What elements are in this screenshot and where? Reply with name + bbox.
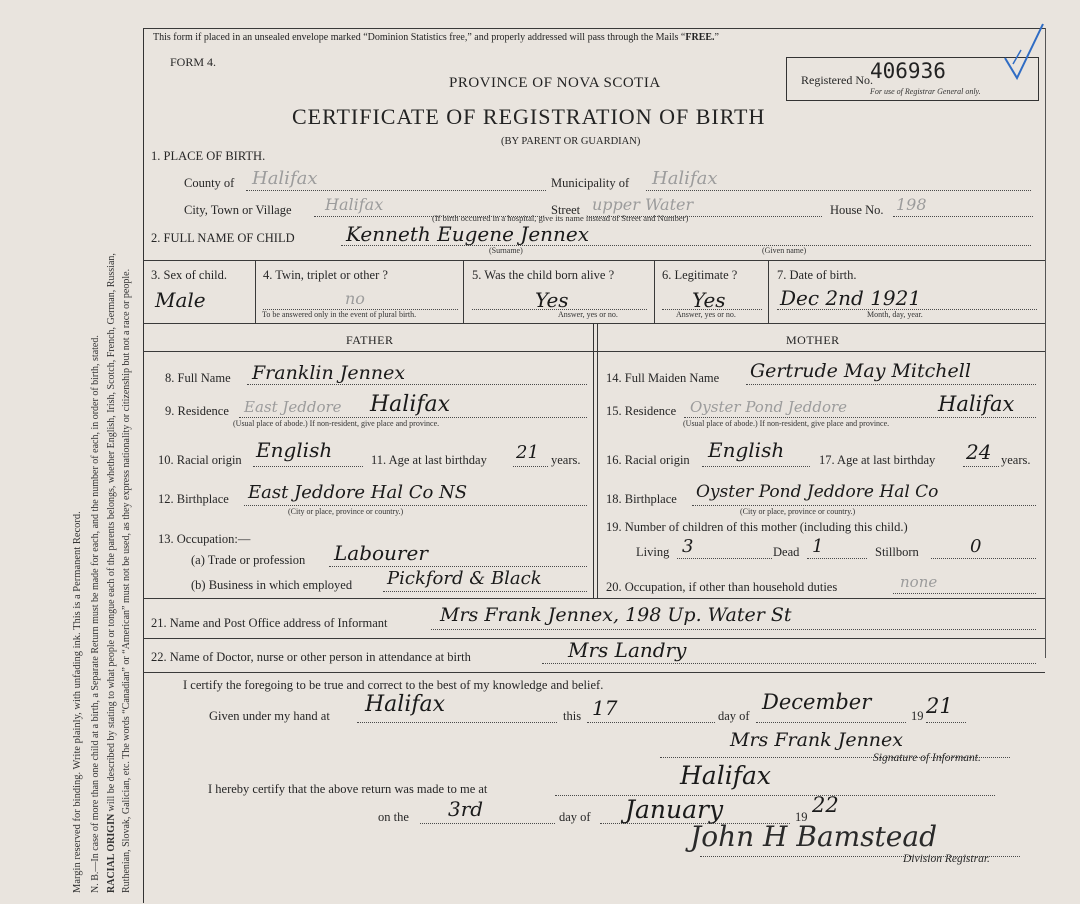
twin-value: no [345,289,365,308]
registrar-place-line [555,795,995,796]
informant-value: Mrs Frank Jennex, 198 Up. Water St [440,604,792,626]
business-label: (b) Business in which employed [191,578,353,592]
registrar-place-value: Halifax [680,761,771,790]
father-residence-line [239,417,587,418]
doctor-line [542,663,1036,664]
form-number: FORM 4. [170,55,217,69]
margin-note-multiple-births: N. B.—In case of more than one child at a birth, a Separate Return must be made for each, and the number of each, in order of birth, stated. [90,335,101,893]
father-birthplace-line [244,505,587,506]
given-place-line [357,722,557,723]
sex-value: Male [155,288,206,312]
business-line [383,591,587,592]
registrar-note: For use of Registrar General only. [870,87,981,96]
trade-line [329,566,587,567]
row-top-line [143,260,1045,261]
parents-divider [593,323,594,598]
racial-origin-rest: will be described by stating to what people or tongue each of the parents belongs, whether English, Irish, Scotch, French, German, Russian, [106,253,117,814]
margin-note-binding: Margin reserved for binding. Write plainly, with unfading ink. This is a Permanent Record. [72,511,83,893]
father-heading: FATHER [346,333,394,347]
house-number-value: 198 [896,195,927,214]
margin-note-racial-origin [106,253,117,893]
left-border [143,28,144,903]
informant-line [431,629,1036,630]
given-day-line [587,722,715,723]
registered-number: 406936 [870,59,946,83]
mother-racial-label: 16. Racial origin [606,453,690,467]
province-heading: PROVINCE OF NOVA SCOTIA [449,75,661,91]
col-divider-3 [654,260,655,323]
given-day-of-label: day of [718,709,750,723]
mother-residence-value: Halifax [938,392,1015,416]
father-name-line [247,384,587,385]
house-line [893,216,1033,217]
parents-divider-inner [597,323,598,598]
alive-value: Yes [535,288,569,312]
trade-label: (a) Trade or profession [191,553,306,567]
hospital-note: (If birth occurred in a hospital, give its name instead of Street and Number) [432,213,689,223]
informant-label: 21. Name and Post Office address of Informant [151,616,388,630]
street-value: upper Water [592,195,694,214]
mother-birthplace-value: Oyster Pond Jeddore Hal Co [696,482,939,502]
mother-name-value: Gertrude May Mitchell [750,360,971,382]
mother-occupation-label: 20. Occupation, if other than household duties [606,580,838,594]
municipality-value: Halifax [652,168,718,189]
father-racial-label: 10. Racial origin [158,453,242,467]
father-birthplace-value: East Jeddore Hal Co NS [248,482,468,503]
mother-racial-line [702,466,810,467]
check-mark-icon [995,20,1065,100]
mother-occupation-value: none [900,573,938,591]
informant-signature: Mrs Frank Jennex [730,729,904,751]
registrar-year-value: 22 [812,793,839,817]
mail-notice [153,32,719,43]
mother-residence-line [684,417,1036,418]
mail-notice-free: FREE. [685,32,715,43]
registrar-signature: John H Bamstead [690,820,937,853]
dead-label: Dead [773,545,800,559]
date-of-birth-label: 7. Date of birth. [777,268,857,282]
father-age-line [513,466,548,467]
dead-value: 1 [812,536,824,557]
city-label: City, Town or Village [184,203,292,217]
mother-residence-faint: Oyster Pond Jeddore [690,398,848,416]
on-the-label: on the [378,810,409,824]
father-birthplace-hint: (City or place, province or country.) [288,507,404,516]
legitimate-hint: Answer, yes or no. [676,310,736,319]
alive-label: 5. Was the child born alive ? [472,268,615,282]
mail-notice-end: ” [714,32,719,43]
mother-occupation-line [893,593,1036,594]
mother-birthplace-label: 18. Birthplace [606,492,677,506]
registrar-day-line [420,823,555,824]
municipality-line [646,190,1031,191]
living-value: 3 [682,536,694,557]
registrar-day-value: 3rd [448,797,484,821]
mother-racial-value: English [708,438,785,462]
dob-hint: Month, day, year. [867,310,923,319]
certify-statement: I certify the foregoing to be true and correct to the best of my knowledge and belief. [183,678,604,692]
mother-age-value: 24 [966,440,992,464]
registrar-year-prefix: 19 [795,810,808,824]
registrar-day-of-label: day of [559,810,591,824]
mother-name-label: 14. Full Maiden Name [606,371,720,385]
father-residence-value: Halifax [370,392,451,417]
registrar-title-label: Division Registrar. [903,853,990,865]
doctor-bottom-line [143,672,1045,673]
mother-name-line [746,384,1036,385]
mother-birthplace-line [692,505,1036,506]
father-occupation-label: 13. Occupation:— [158,532,251,546]
mother-birthplace-hint: (City or place, province or country.) [740,507,856,516]
col-divider-1 [255,260,256,323]
father-residence-label: 9. Residence [165,404,229,418]
children-count-label: 19. Number of children of this mother (including this child.) [606,520,908,534]
father-age-unit: years. [551,453,581,467]
county-value: Halifax [252,168,318,189]
given-year-prefix: 19 [911,709,924,723]
given-under-label: Given under my hand at [209,709,330,723]
legitimate-label: 6. Legitimate ? [662,268,738,282]
father-birthplace-label: 12. Birthplace [158,492,229,506]
father-age-label: 11. Age at last birthday [371,453,487,467]
legitimate-value: Yes [692,288,726,312]
top-border [143,28,1045,29]
sex-label: 3. Sex of child. [151,268,228,282]
racial-origin-bold: RACIAL ORIGIN [106,813,117,893]
given-name-hint: (Given name) [762,246,807,255]
mother-age-unit: years. [1001,453,1031,467]
parents-heading-line [143,351,1045,352]
mail-notice-text: This form if placed in an unsealed envelope marked “Dominion Statistics free,” and properly addressed will pass through the Mails “ [153,32,686,43]
informant-top-line [143,598,1045,599]
date-of-birth-value: Dec 2nd 1921 [780,286,922,310]
child-name-label: 2. FULL NAME OF CHILD [151,231,295,245]
mother-residence-label: 15. Residence [606,404,677,418]
stillborn-line [931,558,1036,559]
registrar-certify-statement: I hereby certify that the above return was made to me at [208,782,488,796]
dead-line [807,558,867,559]
this-label: this [563,709,582,723]
house-number-label: House No. [830,203,884,217]
given-year-line [926,722,966,723]
living-label: Living [636,545,670,559]
mother-heading: MOTHER [786,333,840,347]
informant-signature-label: Signature of Informant. [873,752,981,764]
given-month-value: December [762,690,872,714]
surname-hint: (Surname) [489,246,523,255]
given-day-value: 17 [592,696,618,720]
father-residence-hint: (Usual place of abode.) If non-resident, give place and province. [233,419,440,428]
given-place-value: Halifax [365,692,446,717]
city-value: Halifax [325,195,384,214]
county-label: County of [184,176,235,190]
right-border [1045,28,1046,658]
doctor-label: 22. Name of Doctor, nurse or other person in attendance at birth [151,650,471,664]
father-residence-faint: East Jeddore [244,398,342,416]
living-line [677,558,772,559]
registrar-month-value: January [625,795,724,824]
margin-note-nationality: Ruthenian, Slovak, Galician, etc. The words “Canadian” or “American” must not be used, as they express nationality or citizenship but not a race or people. [121,268,132,893]
mother-age-label: 17. Age at last birthday [819,453,936,467]
place-of-birth-label: 1. PLACE OF BIRTH. [151,149,266,163]
col-divider-4 [768,260,769,323]
certificate-title: CERTIFICATE OF REGISTRATION OF BIRTH [292,104,766,129]
stillborn-value: 0 [970,536,982,557]
county-line [246,190,546,191]
father-racial-value: English [256,438,333,462]
mother-age-line [963,466,999,467]
alive-hint: Answer, yes or no. [558,310,618,319]
doctor-value: Mrs Landry [568,638,687,662]
father-age-value: 21 [516,442,539,463]
municipality-label: Municipality of [551,176,630,190]
father-name-label: 8. Full Name [165,371,231,385]
col-divider-2 [463,260,464,323]
street-label: Street [551,203,581,217]
stillborn-label: Stillborn [875,545,919,559]
certificate-subtitle: (BY PARENT OR GUARDIAN) [501,136,641,147]
mother-residence-hint: (Usual place of abode.) If non-resident, give place and province. [683,419,890,428]
given-year-value: 21 [926,694,953,718]
business-value: Pickford & Black [387,568,542,589]
father-racial-line [253,466,363,467]
child-name-value: Kenneth Eugene Jennex [346,222,590,246]
father-name-value: Franklin Jennex [252,362,406,384]
given-month-line [756,722,906,723]
registered-label: Registered No. [801,73,873,87]
twin-hint: To be answered only in the event of plural birth. [262,310,417,319]
trade-value: Labourer [334,541,428,565]
twin-label: 4. Twin, triplet or other ? [263,268,388,282]
row-bottom-line [143,323,1045,324]
